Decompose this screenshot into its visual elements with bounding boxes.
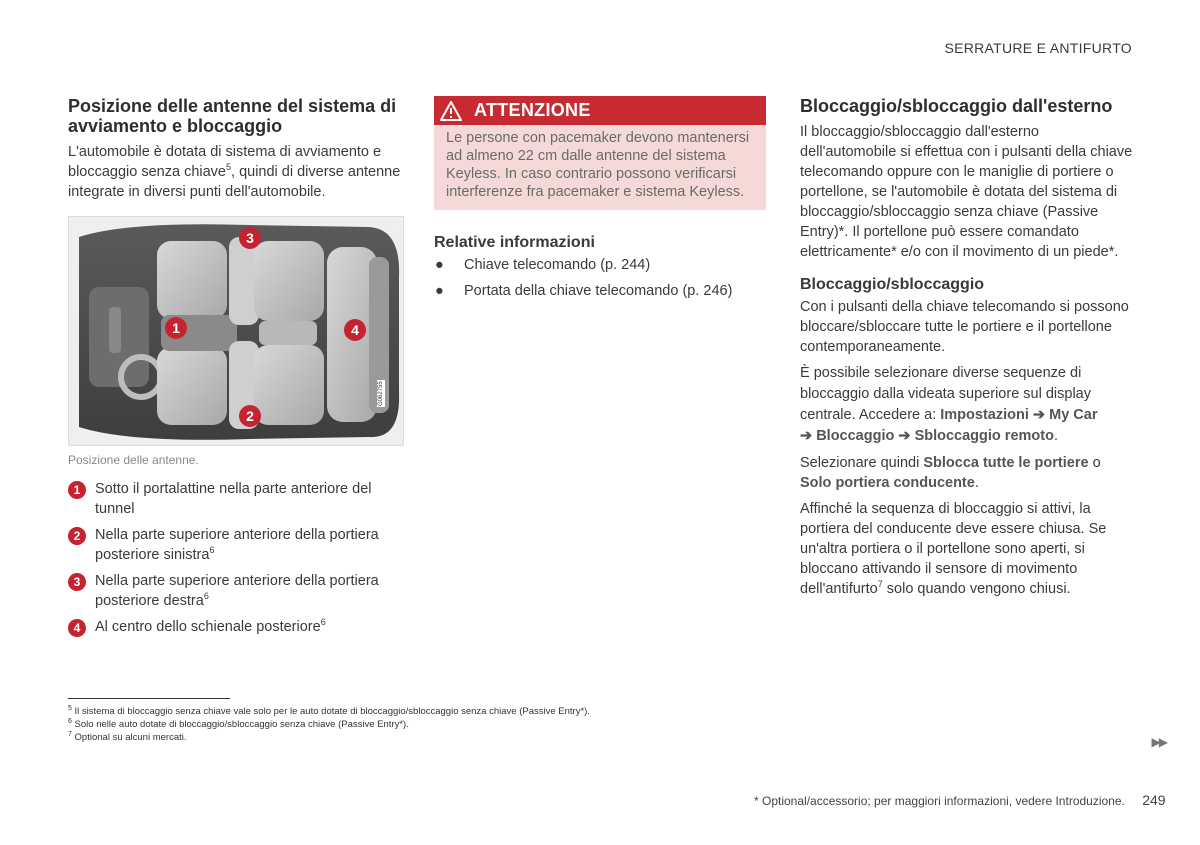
item-text (95, 617, 326, 637)
antenna-list (68, 479, 403, 637)
footnote (68, 705, 768, 718)
locking-title: Bloccaggio/sbloccaggio dall'esterno (800, 96, 1113, 116)
antenna-marker-1: 1 (165, 317, 187, 339)
footnote-ref-7: 7 (877, 579, 883, 590)
related-link-key-range[interactable] (434, 281, 766, 301)
antenna-diagram (68, 216, 404, 446)
locking-column (800, 96, 1135, 605)
warning-column (434, 96, 766, 307)
item-label: Nella parte superiore anteriore della portiera posteriore destra (95, 573, 379, 609)
list-item (68, 479, 403, 519)
antenna-marker-3: 3 (239, 227, 261, 249)
footnote-number: 7 (68, 730, 72, 738)
footnote-text: Optional su alcuni mercati. (74, 732, 187, 743)
page-number: 249 (1142, 792, 1166, 808)
footnote (68, 718, 768, 731)
footnote (68, 731, 768, 744)
nav-my-car: My Car (1049, 407, 1098, 423)
intro-text-b: , quindi di diverse antenne integrate in diversi punti dell'automobile. (68, 164, 401, 200)
locking-paragraph-keys: Con i pulsanti della chiave telecomando si possono bloccare/sbloccare tutte le portiere e il portellone contemporaneamente. (800, 299, 1129, 355)
arrow-right-icon: ➔ (898, 428, 911, 444)
sensor-text-a: Affinché la sequenza di bloccaggio si attivi, la portiera del conducente deve essere chiusa. Se un'altra portiera o il portellone sono aperti, si bloccano attivando il sensore di movimento dell'antifurto (800, 501, 1107, 597)
arrow-right-icon: ➔ (800, 428, 813, 444)
optional-note: * Optional/accessorio; per maggiori informazioni, vedere Introduzione. (754, 794, 1125, 808)
antenna-marker-4: 4 (344, 319, 366, 341)
list-item (68, 525, 403, 565)
locking-intro: Il bloccaggio/sbloccaggio dall'esterno dell'automobile si effettua con i pulsanti della chiave telecomando oppure con le maniglie di portiere o portellone, se l'automobile è dotata del sistema di bloccaggio/sbloccaggio senza chiave (Passive Entry)*. Il portellone può essere comandato elettricamente* e/o con il movimento di un piede*. (800, 124, 1133, 260)
number-badge: 2 (68, 527, 86, 545)
option-driver-door: Solo portiera conducente (800, 475, 975, 491)
bullet-icon: ● (435, 257, 444, 273)
warning-box (434, 96, 766, 210)
footnote-number: 6 (68, 717, 72, 725)
warning-title: ATTENZIONE (474, 100, 591, 120)
number-badge: 1 (68, 481, 86, 499)
item-text (95, 571, 403, 611)
locking-subtitle: Bloccaggio/sbloccaggio (800, 276, 985, 293)
footnote-text: Il sistema di bloccaggio senza chiave vale solo per le auto dotate di bloccaggio/sbloccaggio senza chiave (Passive Entry*). (74, 706, 590, 717)
select-text: Selezionare quindi (800, 455, 920, 471)
related-link-label[interactable]: Portata della chiave telecomando (p. 246) (464, 283, 733, 299)
locking-paragraph-sequence (800, 363, 1135, 447)
related-title: Relative informazioni (434, 234, 595, 251)
list-item (68, 617, 403, 637)
related-list (434, 255, 766, 301)
related-link-remote-key[interactable] (434, 255, 766, 275)
footnote-number: 5 (68, 704, 72, 712)
footnotes (68, 698, 768, 744)
arrow-right-icon: ➔ (1032, 407, 1046, 423)
warning-body: Le persone con pacemaker devono mantenersi ad almeno 22 cm dalle antenne del sistema Keyless. In caso contrario possono verificarsi interferenze fra pacemaker e sistema Keyless. (446, 130, 750, 200)
nav-settings: Impostazioni (940, 407, 1029, 423)
nav-remote-unlock: Sbloccaggio remoto (914, 428, 1054, 444)
footnote-text: Solo nelle auto dotate di bloccaggio/sbloccaggio senza chiave (Passive Entry*). (74, 719, 409, 730)
bullet-icon: ● (435, 283, 444, 299)
locking-paragraph-sensor (800, 499, 1135, 599)
antenna-title: Posizione delle antenne del sistema di avviamento e bloccaggio (68, 96, 397, 136)
footnote-ref-5: 5 (226, 162, 232, 173)
period: . (1053, 428, 1058, 444)
list-item (68, 571, 403, 611)
figure-caption: Posizione delle antenne. (68, 453, 199, 467)
intro-text-a: L'automobile è dotata di sistema di avviamento e bloccaggio senza chiave (68, 144, 382, 180)
footnote-ref: 6 (203, 591, 209, 602)
period: . (974, 475, 979, 491)
related-info (434, 234, 766, 301)
option-unlock-all: Sblocca tutte le portiere (923, 455, 1089, 471)
footnote-divider (68, 698, 230, 699)
item-text (95, 525, 403, 565)
number-badge: 4 (68, 619, 86, 637)
page-footer (754, 792, 1166, 808)
item-label: Sotto il portalattine nella parte anteriore del tunnel (95, 481, 372, 517)
footnote-ref: 6 (320, 617, 326, 628)
locking-paragraph-select (800, 453, 1135, 493)
antenna-column (68, 96, 403, 643)
item-label: Al centro dello schienale posteriore (95, 619, 321, 635)
sensor-text-b: solo quando vengono chiusi. (882, 581, 1071, 597)
antenna-marker-2: 2 (239, 405, 261, 427)
item-label: Nella parte superiore anteriore della portiera posteriore sinistra (95, 527, 379, 563)
footnote-ref: 6 (209, 545, 215, 556)
sequence-text: È possibile selezionare diverse sequenze di bloccaggio dalla videata superiore sul display centrale. Accedere a: (800, 365, 1091, 423)
warning-header (434, 96, 766, 125)
number-badge: 3 (68, 573, 86, 591)
item-text (95, 479, 403, 519)
nav-locking: Bloccaggio (816, 428, 895, 444)
continue-arrows-icon: ▶▶ (1151, 735, 1166, 749)
figure-code: G062755 (378, 381, 384, 406)
related-link-label[interactable]: Chiave telecomando (p. 244) (464, 257, 651, 273)
antenna-intro (68, 142, 403, 202)
warning-triangle-icon (440, 101, 462, 121)
select-or: o (1092, 455, 1101, 471)
section-header: SERRATURE E ANTIFURTO (944, 40, 1132, 56)
